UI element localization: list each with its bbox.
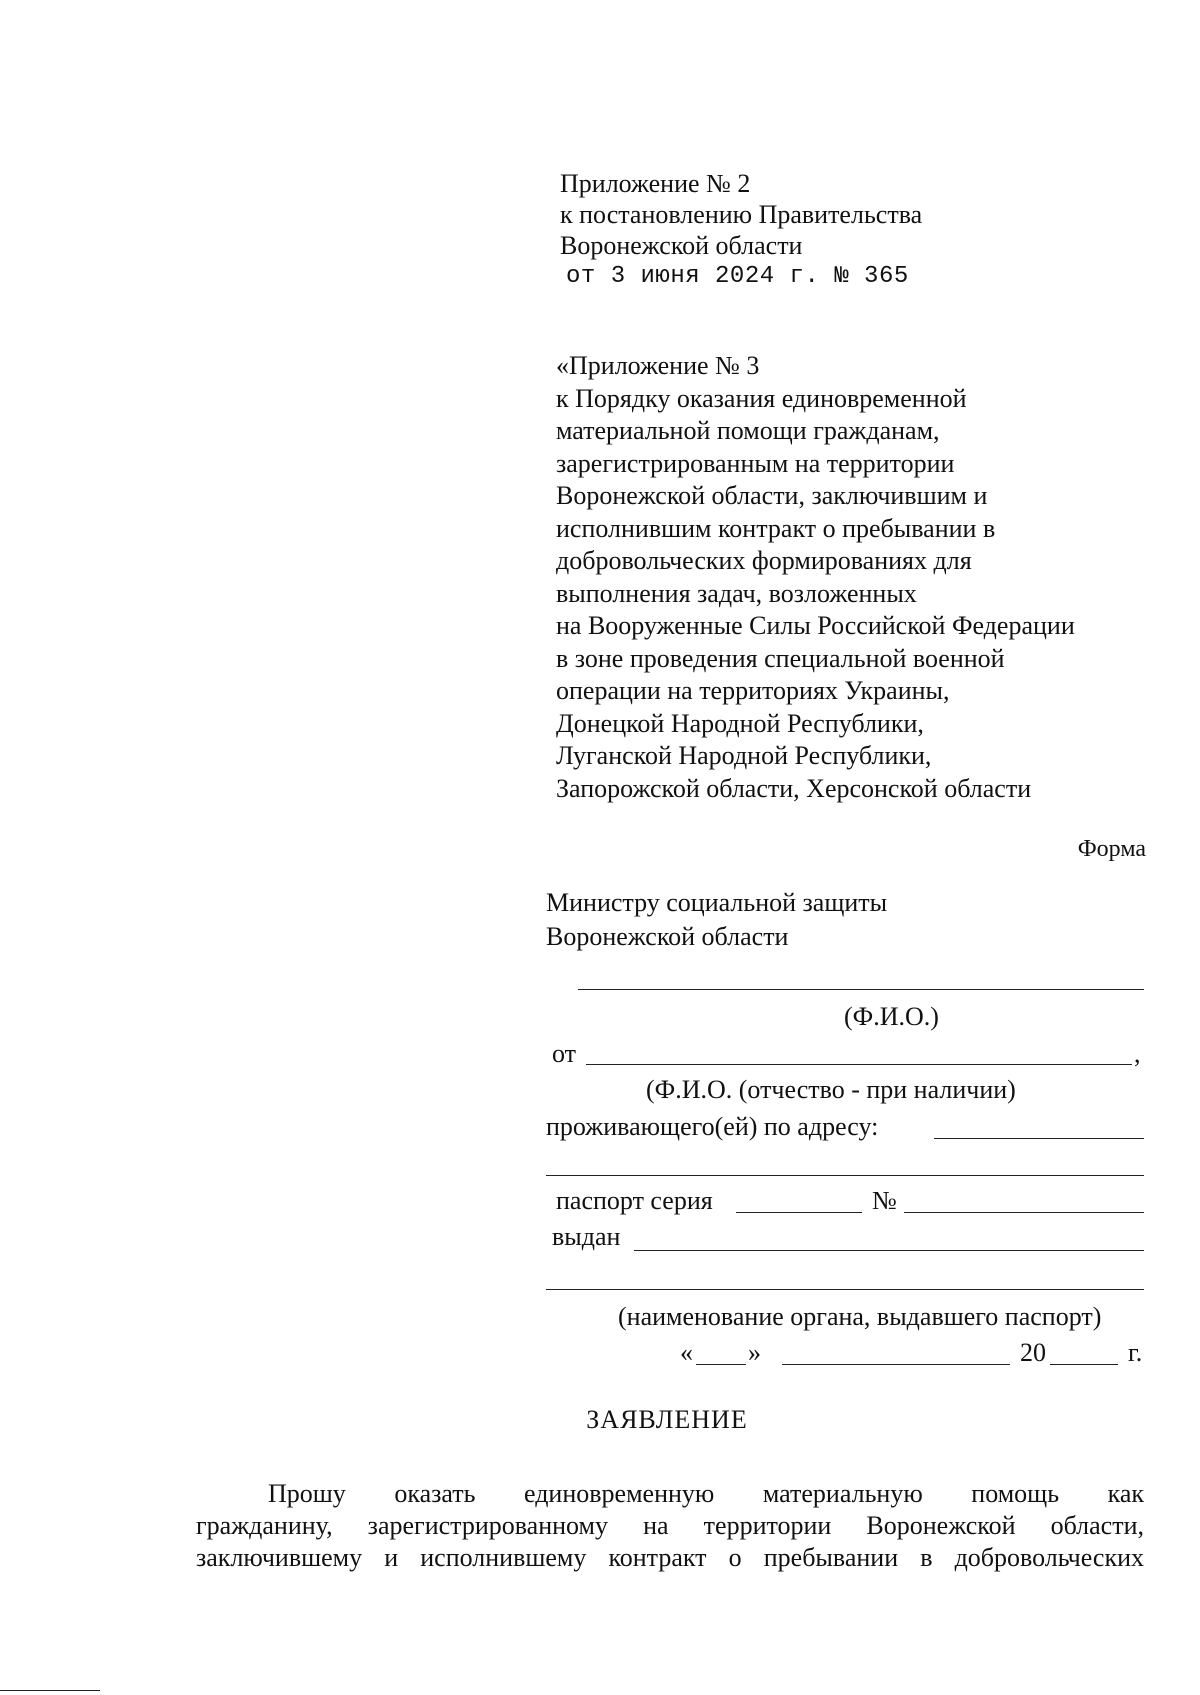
procedure-appendix-line: Воронежской области, заключившим и (556, 481, 988, 510)
procedure-appendix-line: выполнения задач, возложенных (556, 578, 917, 608)
from-label: от (552, 1039, 577, 1068)
procedure-appendix-line: Луганской Народной Республики, (556, 741, 932, 770)
applicant-fio-blank[interactable] (586, 1064, 1132, 1065)
passport-number-blank[interactable] (904, 1212, 1144, 1213)
date-year-blank[interactable] (1050, 1364, 1118, 1365)
appendix-header-line: к постановлению Правительства (560, 200, 923, 229)
date-year-prefix: 20 (1020, 1338, 1046, 1367)
issued-blank-2[interactable] (546, 1289, 1144, 1290)
date-month-blank[interactable] (782, 1364, 1010, 1365)
appendix-header-line: Приложение № 2 (560, 169, 751, 198)
addressee-line: Воронежской области (546, 922, 789, 951)
statement-line: гражданину, зарегистрированному на территории Воронежской области, (196, 1511, 1144, 1540)
procedure-appendix-line: к Порядку оказания единовременной (556, 383, 967, 413)
procedure-appendix-line: зарегистрированным на территории (556, 448, 955, 478)
date-year-suffix: г. (1128, 1338, 1143, 1367)
procedure-appendix-line: Донецкой Народной Республики, (556, 708, 924, 738)
issuer-caption: (наименование органа, выдавшего паспорт) (618, 1302, 1102, 1331)
procedure-appendix-line: добровольческих формированиях для (556, 546, 972, 575)
passport-series-blank[interactable] (736, 1212, 862, 1213)
statement-line: заключившему и исполнившему контракт о пребывании в добровольческих (196, 1543, 1144, 1572)
statement-title: ЗАЯВЛЕНИЕ (586, 1405, 748, 1434)
date-open-quote: « (680, 1338, 693, 1367)
appendix-header-line: Воронежской области (560, 231, 803, 260)
procedure-appendix-line: Запорожской области, Херсонской области (556, 773, 1032, 803)
date-close-quote: » (748, 1338, 761, 1367)
address-blank-1[interactable] (934, 1138, 1144, 1139)
procedure-appendix (556, 350, 1075, 805)
passport-number-label: № (872, 1186, 897, 1215)
procedure-appendix-line: операции на территориях Украины, (556, 676, 950, 705)
addressee (546, 886, 887, 954)
procedure-appendix-line: в зоне проведения специальной военной (556, 643, 1005, 673)
appendix-header (560, 168, 922, 292)
minister-fio-blank[interactable] (578, 989, 1144, 990)
footnote-separator (0, 1690, 100, 1691)
fio-caption: (Ф.И.О.) (844, 1002, 939, 1031)
procedure-appendix-line: материальной помощи гражданам, (556, 416, 940, 445)
address-label: проживающего(ей) по адресу: (546, 1112, 879, 1141)
procedure-appendix-line: на Вооруженные Силы Российской Федерации (556, 611, 1075, 640)
statement-body (196, 1478, 1144, 1574)
passport-series-label: паспорт серия (556, 1186, 713, 1215)
form-label: Форма (1077, 836, 1146, 862)
procedure-appendix-line: «Приложение № 3 (556, 351, 760, 380)
applicant-caption: (Ф.И.О. (отчество - при наличии) (646, 1075, 1016, 1104)
date-day-blank[interactable] (696, 1364, 746, 1365)
statement-line: Прошу оказать единовременную материальную помощь как (268, 1479, 1144, 1508)
decree-date-number: от 3 июня 2024 г. № 365 (566, 263, 909, 290)
addressee-line: Министру социальной защиты (546, 888, 888, 917)
issued-label: выдан (552, 1222, 621, 1251)
address-blank-2[interactable] (546, 1175, 1144, 1176)
procedure-appendix-line: исполнившим контракт о пребывании в (556, 513, 996, 543)
issued-blank-1[interactable] (634, 1250, 1144, 1251)
from-comma: , (1134, 1039, 1141, 1068)
